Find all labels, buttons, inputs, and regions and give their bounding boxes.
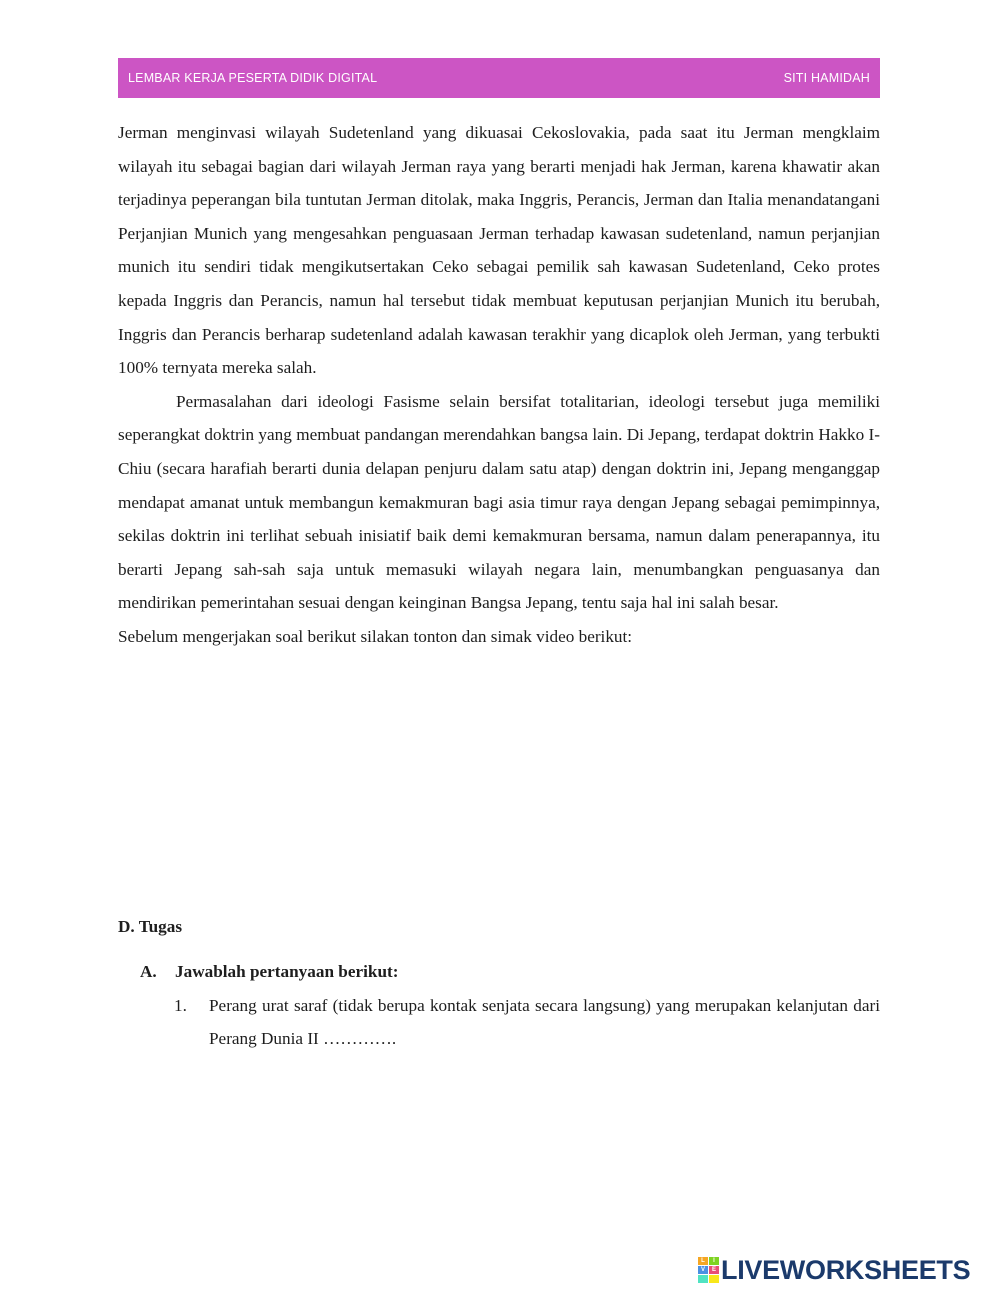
logo-block: I xyxy=(709,1257,719,1265)
paragraph-sudetenland: Jerman menginvasi wilayah Sudetenland yang dikuasai Cekoslovakia, pada saat itu Jerman mengklaim wilayah itu sebagai bagian dari wilayah Jerman raya yang berarti menjadi hak Jerman, karena khawatir akan terjadinya peperangan bila tuntutan Jerman ditolak, maka Inggris, Perancis, Jerman dan Italia menandatangani Perjanjian Munich yang mengesahkan penguasaan Jerman terhadap kawasan sudetenland, namun perjanjian munich itu sendiri tidak mengikutsertakan Ceko sebagai pemilik sah kawasan Sudetenland, Ceko protes kepada Inggris dan Perancis, namun hal tersebut tidak membuat keputusan perjanjian Munich itu berubah, Inggris dan Perancis berharap sudetenland adalah kawasan terakhir yang dicaplok oleh Jerman, yang terbukti 100% ternyata mereka salah. xyxy=(118,123,880,378)
paragraph-video-instruction: Sebelum mengerjakan soal berikut silakan tonton dan simak video berikut: xyxy=(118,626,633,646)
logo-text: LIVEWORKSHEETS xyxy=(721,1254,971,1285)
question-item xyxy=(174,989,880,1056)
header-title: LEMBAR KERJA PESERTA DIDIK DIGITAL xyxy=(128,71,378,85)
logo-block xyxy=(709,1275,719,1283)
liveworksheets-logo[interactable] xyxy=(698,1255,970,1285)
sub-section-marker: A. xyxy=(140,962,157,982)
video-placeholder xyxy=(118,654,880,910)
logo-block: E xyxy=(709,1266,719,1274)
logo-block: V xyxy=(698,1266,708,1274)
logo-block: L xyxy=(698,1257,708,1265)
paragraph-fasisme: Permasalahan dari ideologi Fasisme selain bersifat totalitarian, ideologi tersebut juga memiliki seperangkat doktrin yang membuat pandangan merendahkan bangsa lain. Di Jepang, terdapat doktrin Hakko I-Chiu (secara harafiah berarti dunia delapan penjuru dalam satu atap) dengan doktrin ini, Jepang menganggap mendapat amanat untuk membangun kemakmuran bagi asia timur raya dengan Jepang sebagai pemimpinnya, sekilas doktrin ini terlihat sebuah inisiatif baik demi kemakmuran bersama, namun dalam penerapannya, itu berarti Jepang sah-sah saja untuk memasuki wilayah negara lain, menumbangkan penguasanya dan mendirikan pemerintahan sesuai dengan keinginan Bangsa Jepang, tentu saja hal ini salah besar. xyxy=(118,391,880,613)
page-header xyxy=(118,58,880,98)
sub-section-title xyxy=(140,955,880,989)
logo-icon xyxy=(698,1257,719,1283)
header-author: SITI HAMIDAH xyxy=(783,71,870,85)
document-body xyxy=(118,116,880,1056)
section-title: D. Tugas xyxy=(118,916,183,936)
question-number: 1. xyxy=(174,995,187,1015)
sub-section-label: Jawablah pertanyaan berikut: xyxy=(175,962,399,982)
logo-block xyxy=(698,1275,708,1283)
question-text: Perang urat saraf (tidak berupa kontak senjata secara langsung) yang merupakan kelanjutan dari Perang Dunia II …………. xyxy=(209,995,880,1049)
